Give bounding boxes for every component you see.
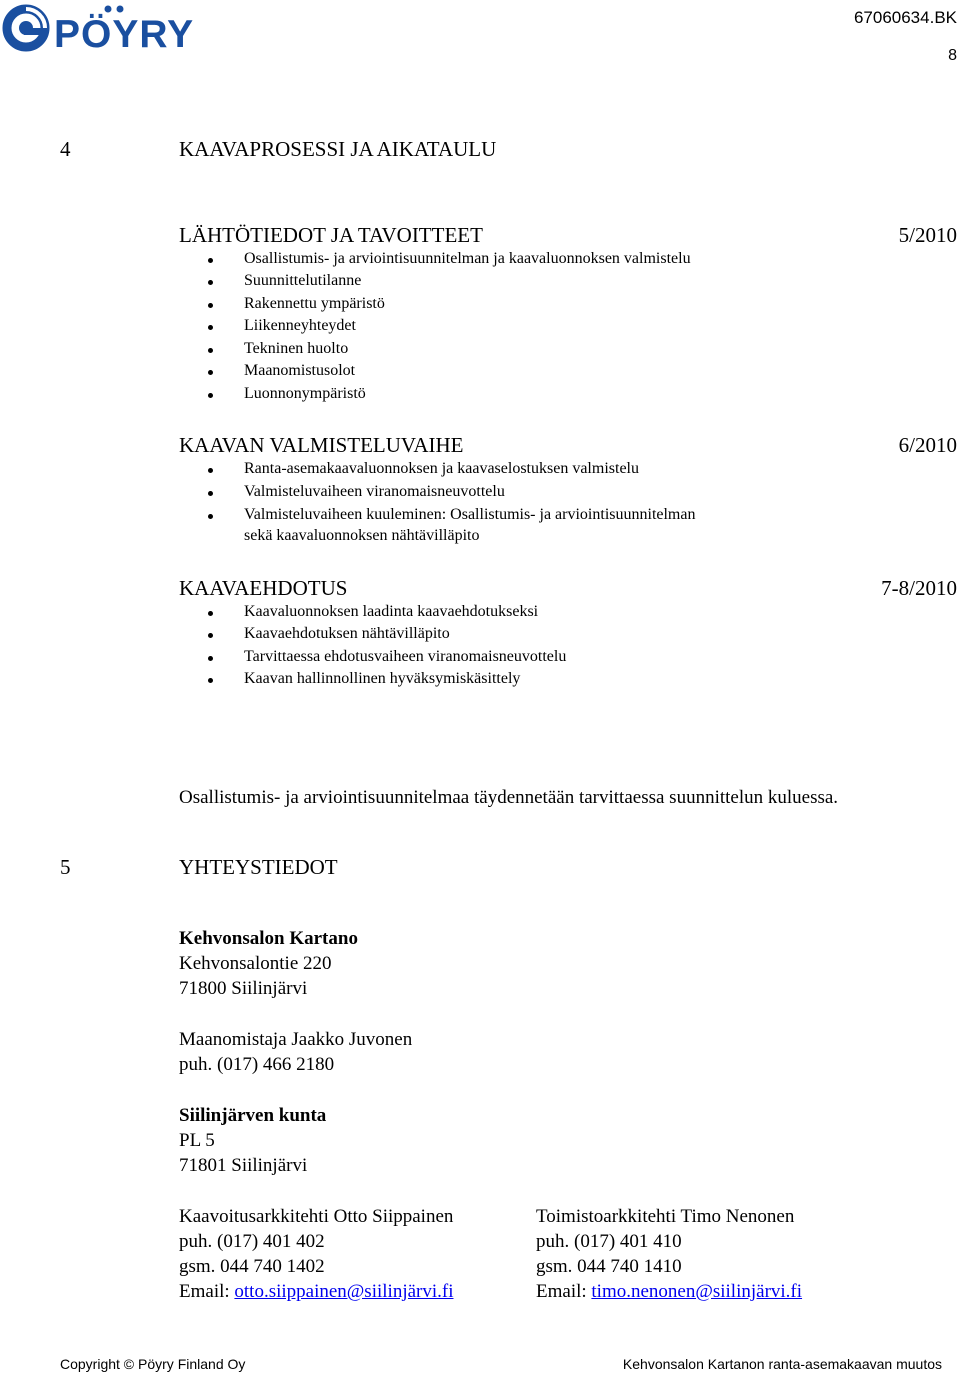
phase-3-date: 7-8/2010 [881, 576, 957, 600]
bullet-icon [208, 633, 213, 638]
bullet-icon [208, 303, 213, 308]
contact-1-phone: puh. (017) 466 2180 [179, 1054, 335, 1075]
person-2-email-link[interactable]: timo.nenonen@siilinjärvi.fi [591, 1281, 803, 1302]
bullet-icon [208, 348, 213, 353]
section-5-number: 5 [60, 855, 71, 879]
section-5-title: YHTEYSTIEDOT [179, 855, 338, 879]
person-1-gsm: gsm. 044 740 1402 [179, 1256, 325, 1277]
bullet-icon [208, 678, 213, 683]
bullet-icon [208, 258, 213, 263]
contact-1-name: Kehvonsalon Kartano [179, 928, 358, 949]
bullet-icon [208, 280, 213, 285]
bullet-icon [208, 468, 213, 473]
bullet-icon [208, 611, 213, 616]
person-2-gsm: gsm. 044 740 1410 [536, 1256, 682, 1277]
document-number: 67060634.BK [853, 8, 957, 27]
footer-document-title: Kehvonsalon Kartanon ranta-asemakaavan muutos [622, 1356, 942, 1372]
phase-2-title: KAAVAN VALMISTELUVAIHE [179, 433, 464, 457]
phase-2-date: 6/2010 [898, 433, 957, 457]
person-1-email-link[interactable]: otto.siippainen@siilinjärvi.fi [234, 1281, 454, 1302]
contact-1-street: Kehvonsalontie 220 [179, 953, 332, 974]
logo-wordmark: PÖYRY [54, 13, 195, 53]
contact-1-city: 71800 Siilinjärvi [179, 978, 308, 999]
bullet-icon [208, 491, 213, 496]
phase-3-title: KAAVAEHDOTUS [179, 576, 348, 600]
person-1-email-label: Email: [179, 1281, 235, 1302]
poyry-logo [2, 3, 246, 53]
bullet-icon [208, 370, 213, 375]
person-1-phone: puh. (017) 401 402 [179, 1231, 325, 1252]
process-note: Osallistumis- ja arviointisuunnitelmaa täydennetään tarvittaessa suunnittelun kuluessa. [179, 787, 839, 808]
contact-2-box: PL 5 [179, 1130, 215, 1151]
footer-copyright: Copyright © Pöyry Finland Oy [60, 1356, 246, 1372]
section-4-title: KAAVAPROSESSI JA AIKATAULU [179, 137, 497, 161]
bullet-icon [208, 656, 213, 661]
bullet-icon [208, 514, 213, 519]
person-2-phone: puh. (017) 401 410 [536, 1231, 682, 1252]
poyry-logo-graphic [2, 3, 246, 53]
contact-2-name: Siilinjärven kunta [179, 1105, 327, 1126]
contact-2-city: 71801 Siilinjärvi [179, 1155, 308, 1176]
person-1-email-line [179, 1281, 454, 1303]
phase-1-date: 5/2010 [898, 223, 957, 247]
page-number: 8 [948, 47, 957, 64]
list-item-continuation: sekä kaavaluonnoksen nähtävilläpito [244, 527, 480, 544]
section-4-number: 4 [60, 137, 71, 161]
person-1-title: Kaavoitusarkkitehti Otto Siippainen [179, 1206, 454, 1227]
phase-1-title: LÄHTÖTIEDOT JA TAVOITTEET [179, 223, 483, 247]
person-2-title: Toimistoarkkitehti Timo Nenonen [536, 1206, 795, 1227]
contact-1-owner: Maanomistaja Jaakko Juvonen [179, 1029, 413, 1050]
bullet-icon [208, 325, 213, 330]
bullet-icon [208, 393, 213, 398]
person-2-email-line [536, 1281, 802, 1303]
person-2-email-label: Email: [536, 1281, 592, 1302]
